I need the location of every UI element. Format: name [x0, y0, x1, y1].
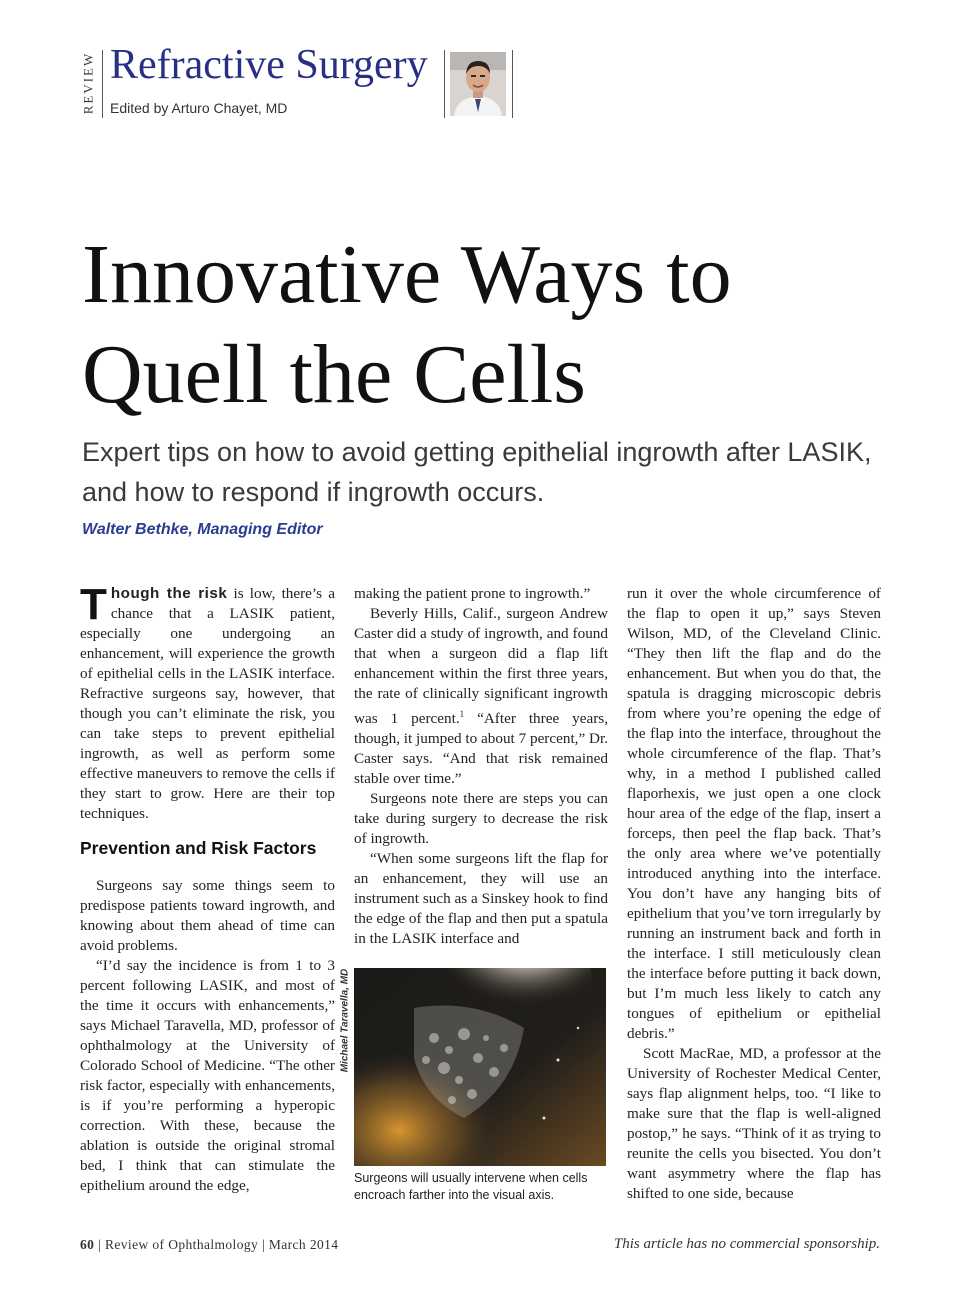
- body-paragraph: Surgeons note there are steps you can take during surgery to decrease the risk of ingrowth.: [354, 790, 608, 848]
- body-paragraph: [354, 604, 608, 789]
- footnote-reference: 1: [459, 709, 465, 719]
- subhead: Prevention and Risk Factors: [80, 838, 317, 858]
- page-number: 60: [80, 1237, 95, 1252]
- paragraph-text: “After three years, though, it jumped to about 7 percent,” Dr. Caster says. “And that risk remained stable over time.”: [354, 710, 608, 788]
- body-paragraph: Scott MacRae, MD, a professor at the University of Rochester Medical Center, says flap alignment helps, too. “I like to make sure that the flap is well-aligned postop,” he says. “Think of it as trying to reunite the cells you bisected. You don’t want asymmetry where the flap has shifted to one side, because: [627, 1045, 881, 1202]
- photo-credit: [338, 966, 352, 1074]
- article-title-line-1: Innovative Ways to: [82, 228, 732, 321]
- article-title-line-2: Quell the Cells: [82, 328, 586, 421]
- page-footer: [80, 1237, 338, 1253]
- footer-separator: |: [98, 1237, 102, 1252]
- article-deck: Expert tips on how to avoid getting epithelial ingrowth after LASIK, and how to respond if ingrowth occurs.: [82, 437, 872, 507]
- figure-caption: Surgeons will usually intervene when cells encroach farther into the visual axis.: [354, 1171, 588, 1202]
- body-paragraph: making the patient prone to ingrowth.”: [354, 585, 591, 602]
- editor-portrait: [450, 52, 506, 116]
- body-column-1: [80, 580, 335, 1196]
- body-paragraph: run it over the whole circumference of the flap to open it up,” says Steven Wilson, MD, of the Cleveland Clinic. “They then lift the flap and do the enhancement. But when you do that, the spatula is dragging microscopic debris from where you’re opening the edge of the flap into the interface, throughout the whole circumference of the flap. That’s why, in a method I published called flaporhexis, we just open a one clock hour area of the edge of the flap, insert a forceps, then peel the flap back. That’s the only area where we’ve potentially introduced anything into the interface. You don’t have any hanging bits of epithelium that you’ve torn irregularly by running an instrument back and forth in the interface. I still meticulously clean the interface before putting it back down, but I’m much less likely to catch any tongues of epithelium or epithelial debris.”: [627, 585, 881, 1042]
- section-tag-text: REVIEW: [80, 51, 96, 115]
- header-divider: [102, 50, 103, 118]
- paragraph-text: is low, there’s a chance that a LASIK patient, especially one undergoing an enhancement, will experience the growth of epithelial cells in the LASIK interface. Refractive surgeons say, however, that though you can’t eliminate the risk, you can take steps to prevent epithelial ingrowth, as well as perform some effective maneuvers to remove the cells if they start to grow. Here are their top techniques.: [80, 585, 335, 822]
- section-title: Refractive Surgery: [110, 42, 428, 88]
- body-paragraph: “I’d say the incidence is from 1 to 3 percent following LASIK, and most of the time it occurs with enhancements,” says Michael Taravella, MD, professor of ophthalmology at the University of Colorado School of Medicine. “The other risk factor, especially with enhancements, is if you’re performing a hyperopic correction. With these, because the ablation is outside the original stromal bed, I think that can stimulate the epithelium around the edge,: [80, 957, 335, 1194]
- photo-credit-text: Michael Taravella, MD: [339, 968, 351, 1072]
- body-paragraph: [80, 580, 335, 824]
- footer-separator: |: [261, 1237, 266, 1252]
- body-paragraph: “When some surgeons lift the flap for an enhancement, they will use an instrument such as a Sinskey hook to find the edge of the flap and then put a spatula in the LASIK interface and: [354, 850, 608, 948]
- slit-lamp-photo: [354, 968, 606, 1166]
- figure-photo: [354, 968, 606, 1166]
- issue-date: March 2014: [268, 1237, 339, 1252]
- body-paragraph: Surgeons say some things seem to predispose patients toward ingrowth, and knowing about them ahead of time can avoid problems.: [80, 877, 335, 954]
- section-tag: [76, 50, 100, 116]
- publication-name: Review of Ophthalmology: [104, 1237, 259, 1252]
- drop-cap: T: [80, 580, 107, 629]
- header-divider: [512, 50, 513, 118]
- sponsorship-note: This article has no commercial sponsorship.: [613, 1236, 880, 1252]
- body-column-3: [627, 584, 881, 1204]
- lead-in: hough the risk: [110, 585, 228, 602]
- body-column-2: [354, 584, 608, 949]
- paragraph-text: Beverly Hills, Calif., surgeon Andrew Caster did a study of ingrowth, and found that when a surgeon did a flap lift enhancement within the first three years, the rate of clinically significant ingrowth was 1 percent.: [354, 605, 608, 728]
- editor-portrait-image: [450, 52, 506, 116]
- article-title: [82, 225, 902, 425]
- article-byline: Walter Bethke, Managing Editor: [82, 521, 323, 538]
- section-editor: Edited by Arturo Chayet, MD: [110, 100, 288, 116]
- header-divider: [444, 50, 445, 118]
